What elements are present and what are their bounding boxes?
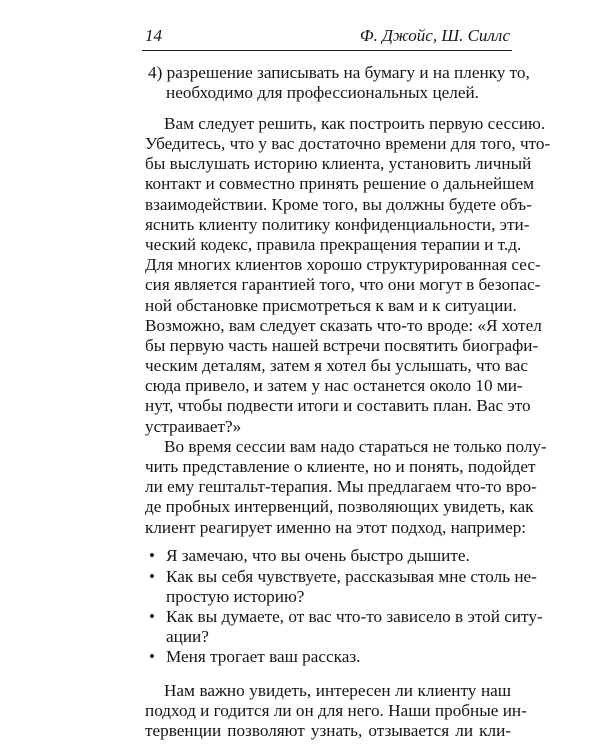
paragraph-line: Возможно, вам следует сказать что-то вроде: «Я хотел [145,315,542,335]
paragraph-line: Во время сессии вам надо стараться не только полу- [164,436,547,456]
header-authors: Ф. Джойс, Ш. Силлс [359,26,510,45]
paragraph-line: тервенции позволяют узнать, отзывается ли кли- [145,721,511,740]
paragraph-line: яснить клиенту политику конфиденциальности, эти- [145,214,530,234]
page-number: 14 [145,26,162,45]
paragraph-line: ческим деталям, затем я хотел бы услышать, что вас [145,356,528,375]
bullet-line: ации? [166,627,209,647]
paragraph-line: контакт и совместно принять решение о дальнейшем [145,174,534,194]
paragraph-line: устраивает?» [145,416,242,436]
paragraph-line: бы первую часть нашей встречи посвятить биографи- [145,335,539,355]
paragraph-line: ческий кодекс, правила прекращения терапии и т.д. [145,235,522,254]
bullet-line: Как вы себя чувствуете, рассказывая мне столь не- [166,566,537,586]
paragraph-line: подход и годится ли он для него. Наши пробные ин- [145,700,527,720]
paragraph-line: де пробных интервенций, позволяющих увидеть, как [145,497,534,517]
paragraph-line: Нам важно увидеть, интересен ли клиенту наш [164,680,511,700]
paragraph-line: Вам следует решить, как построить первую сессию. [164,113,546,133]
paragraph-line: Убедитесь, что у вас достаточно времени для того, что- [145,134,551,154]
paragraph-line: сия является гарантией того, что они могут в безопас- [145,275,541,295]
paragraph-line: Для многих клиентов хорошо структурированная сес- [145,255,541,275]
paragraph-line: ли ему гештальт-терапия. Мы предлагаем что-то вро- [145,477,537,497]
bullet-icon: • [149,546,155,566]
bullet-line: Меня трогает ваш рассказ. [166,647,361,667]
bullet-line: Как вы думаете, от вас что-то зависело в этой ситу- [166,606,543,626]
paragraph-line: сюда привело, и затем у нас останется около 10 ми- [145,376,523,396]
bullet-line: простую историю? [166,586,305,606]
paragraph-line: клиент реагирует именно на этот подход, например: [145,517,527,537]
list-item-line: необходимо для профессиональных целей. [166,83,479,103]
bullet-icon: • [149,566,155,586]
paragraph-line: ной обстановке присмотреться к вам и к ситуации. [145,295,517,315]
bullet-icon: • [149,606,155,626]
paragraph-line: нут, чтобы подвести итоги и составить план. Вас это [145,396,531,416]
bullet-icon: • [149,647,155,667]
bullet-line: Я замечаю, что вы очень быстро дышите. [166,546,470,566]
paragraph-line: взаимодействии. Кроме того, вы должны будете объ- [145,194,532,214]
paragraph-line: бы выслушать историю клиента, установить личный [145,154,532,174]
running-header [142,24,512,51]
list-item-line: 4) разрешение записывать на бумагу и на пленку то, [148,63,530,82]
paragraph-line: чить представление о клиенте, но и понять, подойдет [145,456,536,476]
